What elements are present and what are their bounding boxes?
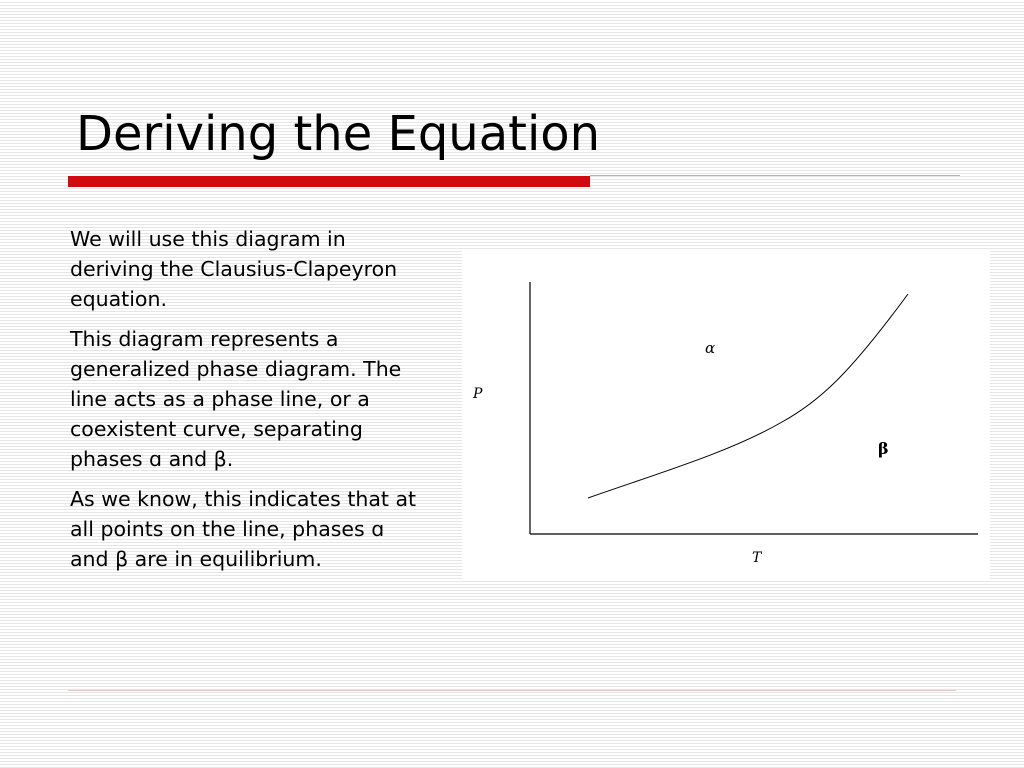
beta-region-label: β	[878, 439, 889, 458]
x-axis-label: T	[752, 550, 762, 566]
phase-diagram-svg	[462, 250, 990, 580]
paragraph-phase-diagram: This diagram represents a generalized phase diagram. The line acts as a phase line, or a coexistent curve, separating phases ɑ and β.	[70, 327, 402, 471]
title-underline-accent	[68, 176, 590, 187]
alpha-region-label: α	[705, 339, 716, 357]
y-axis-label: P	[473, 386, 483, 402]
phase-diagram	[462, 250, 990, 580]
paragraph-diagram-intro: We will use this diagram in deriving the Clausius-Clapeyron equation.	[70, 227, 398, 311]
body-text	[70, 224, 422, 584]
footer-divider	[68, 690, 956, 691]
slide-title: Deriving the Equation	[76, 106, 601, 162]
coexistence-curve	[588, 294, 908, 498]
title-underline-thin	[590, 175, 960, 176]
paragraph-equilibrium: As we know, this indicates that at all points on the line, phases ɑ and β are in equilibrium.	[70, 487, 417, 571]
